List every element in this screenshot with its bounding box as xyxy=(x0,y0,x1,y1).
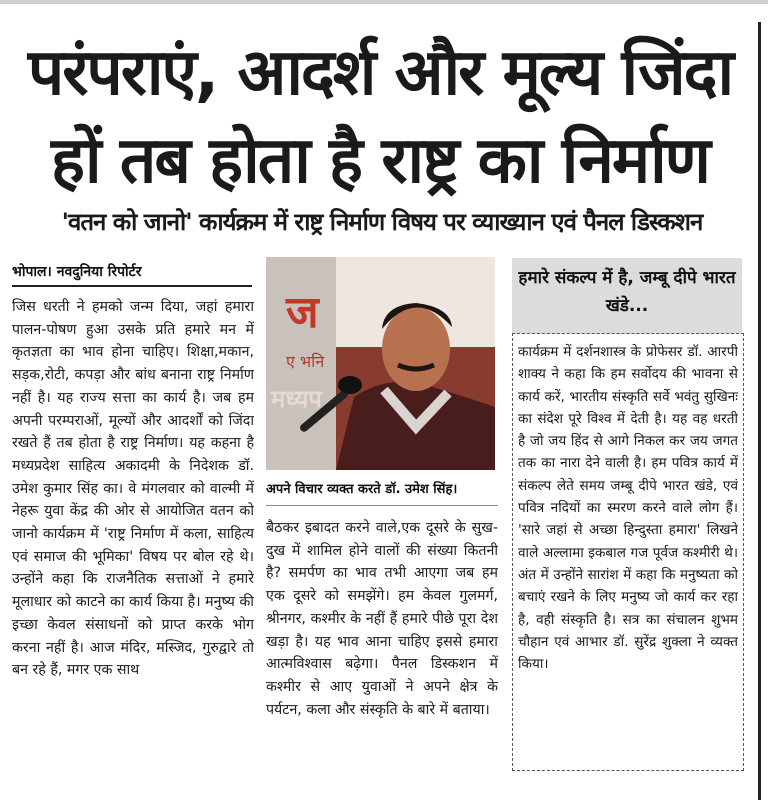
top-border xyxy=(0,0,768,4)
banner-text-3: मध्यप xyxy=(271,385,322,413)
subheadline: 'वतन को जानो' कार्यक्रम में राष्ट्र निर्माण विषय पर व्याख्यान एवं पैनल डिस्कशन xyxy=(61,208,703,236)
article-body-left: जिस धरती ने हमको जन्म दिया, जहां हमारा पालन-पोषण हुआ उसके प्रति हमारे मन में कृतज्ञता का भाव होना चाहिए। शिक्षा,मकान, सड़क,रोटी, कपड़ा और बांध बनाना राष्ट्र निर्माण नहीं है। यह राज्य सत्ता का कार्य है। जब हम अपनी परम्पराओं, मूल्यों और आदर्शों को जिंदा रखते हैं तब होता है राष्ट्र निर्माण। यह कहना है मध्यप्रदेश साहित्य अकादमी के निदेशक डॉ. उमेश कुमार सिंह का। वे मंगलवार को वाल्मी में नेहरू युवा केंद्र की ओर से आयोजित वतन को जानो कार्यक्रम में 'राष्ट्र निर्माण में कला, साहित्य एवं समाज की भूमिका' विषय पर बोल रहे थे। उन्होंने कहा कि राजनैतिक सत्ताओं ने हमारे मूलाधार को काटने का कार्य किया है। मनुष्य की इच्छा केवल संसाधनों को प्राप्त करके भोग करना नहीं है। आज मंदिर, मस्जिद, गुरुद्वारे तो बन रहे हैं, मगर एक साथ xyxy=(12,299,254,679)
banner-text: ज xyxy=(286,287,319,338)
headline-line-2: हों तब होता है राष्ट्र का निर्माण xyxy=(51,124,709,198)
sidebar-box-title: हमारे संकल्प में है, जम्बू दीपे भारत खंडे... xyxy=(512,258,742,334)
photo-caption: अपने विचार व्यक्त करते डॉ. उमेश सिंह। xyxy=(266,479,498,506)
article-body-middle: बैठकर इबादत करने वाले,एक दूसरे के सुख-दुख में शामिल होने वालों की संख्या कितनी है? समर्पण का भाव तभी आएगा जब हम एक दूसरे को समझेंगे। हम केवल गुलमर्ग, श्रीनगर, कश्मीर के नहीं हैं हमारे पीछे पूरा देश खड़ा है। यह भाव आना चाहिए इससे हमारा आत्मविश्वास बढ़ेगा। पैनल डिस्कशन में कश्मीर से आए युवाओं ने अपने क्षेत्र के पर्यटन, कला और संस्कृति के बारे में बताया। xyxy=(266,520,498,718)
speaker-illustration xyxy=(266,257,495,470)
speaker-photo xyxy=(266,257,495,470)
sidebar-box-text: कार्यक्रम में दर्शनशास्त्र के प्रोफेसर डॉ. आरपी शाक्य ने कहा कि हम सर्वोदय की भावना से कार्य करें, भारतीय संस्कृति सर्वे भवंतु सुखिनः का संदेश पूरे विश्व में देती है। यह वह धरती है जो जय हिंद से आगे निकल कर जय जगत तक का नारा देने वाली है। हम पवित्र कार्य में संकल्प लेते समय जम्बू दीपे भारत खंडे, एवं पवित्र नदियों का स्मरण करने वाले लोग हैं। 'सारे जहां से अच्छा हिन्दुस्ता हमारा' लिखने वाले अल्लामा इकबाल गज पूर्वज कश्मीरी थे। अंत में उन्होंने सारांश में कहा कि मनुष्यता को बचाएं रखने के लिए मनुष्य जो कार्य कर रहा है, वही संस्कृति है। सत्र का संचालन शुभम चौहान एवं आभार डॉ. सुरेंद्र शुक्ला ने व्यक्त किया। xyxy=(518,344,738,673)
banner-text-2: ए भनि xyxy=(286,352,325,371)
column-rule xyxy=(758,22,761,800)
headline-line-1: परंपराएं, आदर्श और मूल्य जिंदा xyxy=(27,36,733,110)
byline: भोपाल। नवदुनिया रिपोर्टर xyxy=(12,262,252,287)
